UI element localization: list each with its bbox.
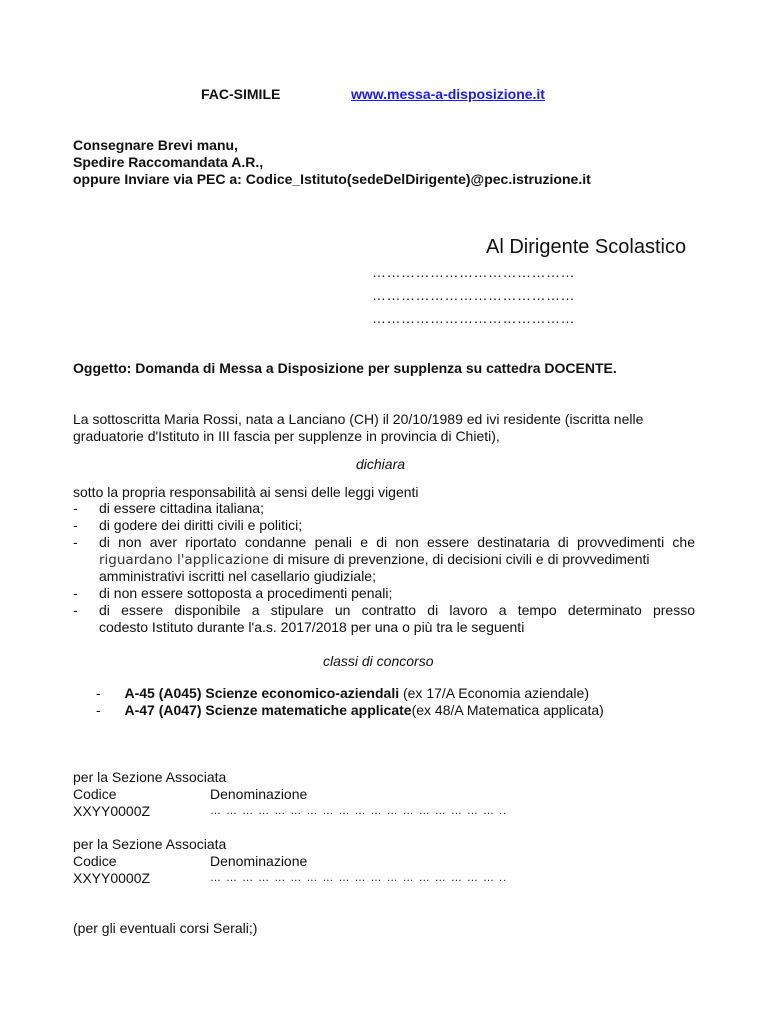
- declaration-text: di essere disponibile a stipulare un contratto di lavoro a tempo determinato presso: [99, 602, 695, 618]
- declares-heading: dichiara: [356, 456, 406, 472]
- declaration-item: [73, 585, 695, 601]
- delivery-line-1: Consegnare Brevi manu,: [73, 137, 238, 153]
- class-item: [96, 702, 604, 718]
- class-code: A-47 (A047) Scienze matematiche applicate: [124, 702, 412, 718]
- declaration-text: di non essere sottoposta a procedimenti penali;: [99, 585, 393, 601]
- intro-line-2: graduatorie d'Istituto in III fascia per supplenze in provincia di Chieti),: [73, 428, 500, 444]
- declaration-text: di non aver riportato condanne penali e di non essere destinataria di provvedimenti che: [99, 534, 695, 550]
- name-label: Denominazione: [210, 786, 308, 802]
- school-code: XXYY0000Z: [73, 870, 151, 886]
- declaration-item: [73, 534, 695, 550]
- declaration-item: [73, 602, 695, 618]
- list-dash: -: [73, 500, 78, 516]
- class-code: A-45 (A045) Scienze economico-aziendali: [124, 685, 400, 701]
- name-label: Denominazione: [210, 853, 308, 869]
- declaration-continuation: [73, 619, 695, 635]
- list-dash: -: [73, 585, 78, 601]
- code-label: Codice: [73, 786, 117, 802]
- school-code: XXYY0000Z: [73, 803, 151, 819]
- declaration-text: codesto Istituto durante l'a.s. 2017/2018 per una o più tra le seguenti: [99, 619, 525, 635]
- list-dash: -: [96, 685, 101, 701]
- school-name-placeholder: … … … … … … … … … … … … … … … … … … ..: [210, 872, 508, 884]
- class-note: (ex 17/A Economia aziendale): [399, 685, 589, 701]
- list-dash: -: [96, 702, 101, 718]
- website-link[interactable]: www.messa-a-disposizione.it: [351, 86, 545, 102]
- evening-courses-note: (per gli eventuali corsi Serali;): [73, 920, 258, 936]
- recipient-title: Al Dirigente Scolastico: [486, 236, 687, 258]
- recipient-dots-2: ……………………………………: [372, 287, 575, 303]
- class-note: (ex 48/A Matematica applicata): [411, 702, 604, 718]
- recipient-dots-3: ……………………………………: [372, 310, 575, 326]
- list-dash: -: [73, 534, 78, 550]
- class-item: [96, 685, 589, 701]
- declaration-text: amministrativi iscritti nel casellario giudiziale;: [99, 568, 376, 584]
- code-label: Codice: [73, 853, 117, 869]
- declaration-item: [73, 517, 695, 533]
- declaration-text: di essere cittadina italiana;: [99, 500, 264, 516]
- declaration-continuation: [73, 568, 695, 584]
- declaration-continuation: [73, 551, 695, 568]
- declaration-text: di godere dei diritti civili e politici;: [99, 517, 303, 533]
- declaration-text: di misure di prevenzione, di decisioni civili e di provvedimenti: [269, 551, 650, 567]
- intro-line-1: La sottoscritta Maria Rossi, nata a Lanciano (CH) il 20/10/1989 ed ivi residente (iscritta nelle: [73, 411, 644, 427]
- classes-heading: classi di concorso: [323, 653, 434, 669]
- school-name-placeholder: … … … … … … … … … … … … … … … … … … ..: [210, 805, 508, 817]
- list-dash: -: [73, 517, 78, 533]
- section-title: per la Sezione Associata: [73, 769, 227, 785]
- declaration-text-highlight: riguardano l'applicazione: [99, 552, 269, 568]
- fac-simile-label: FAC-SIMILE: [201, 86, 281, 102]
- section-title: per la Sezione Associata: [73, 836, 227, 852]
- list-dash: -: [73, 602, 78, 618]
- delivery-line-2: Spedire Raccomandata A.R.,: [73, 154, 264, 170]
- declaration-item: [73, 500, 695, 516]
- delivery-line-3: oppure Inviare via PEC a: Codice_Istituto(sedeDelDirigente)@pec.istruzione.it: [73, 171, 591, 187]
- responsibility-line: sotto la propria responsabilità ai sensi delle leggi vigenti: [73, 484, 419, 500]
- subject-line: Oggetto: Domanda di Messa a Disposizione per supplenza su cattedra DOCENTE.: [73, 360, 617, 376]
- recipient-dots-1: ……………………………………: [372, 264, 575, 280]
